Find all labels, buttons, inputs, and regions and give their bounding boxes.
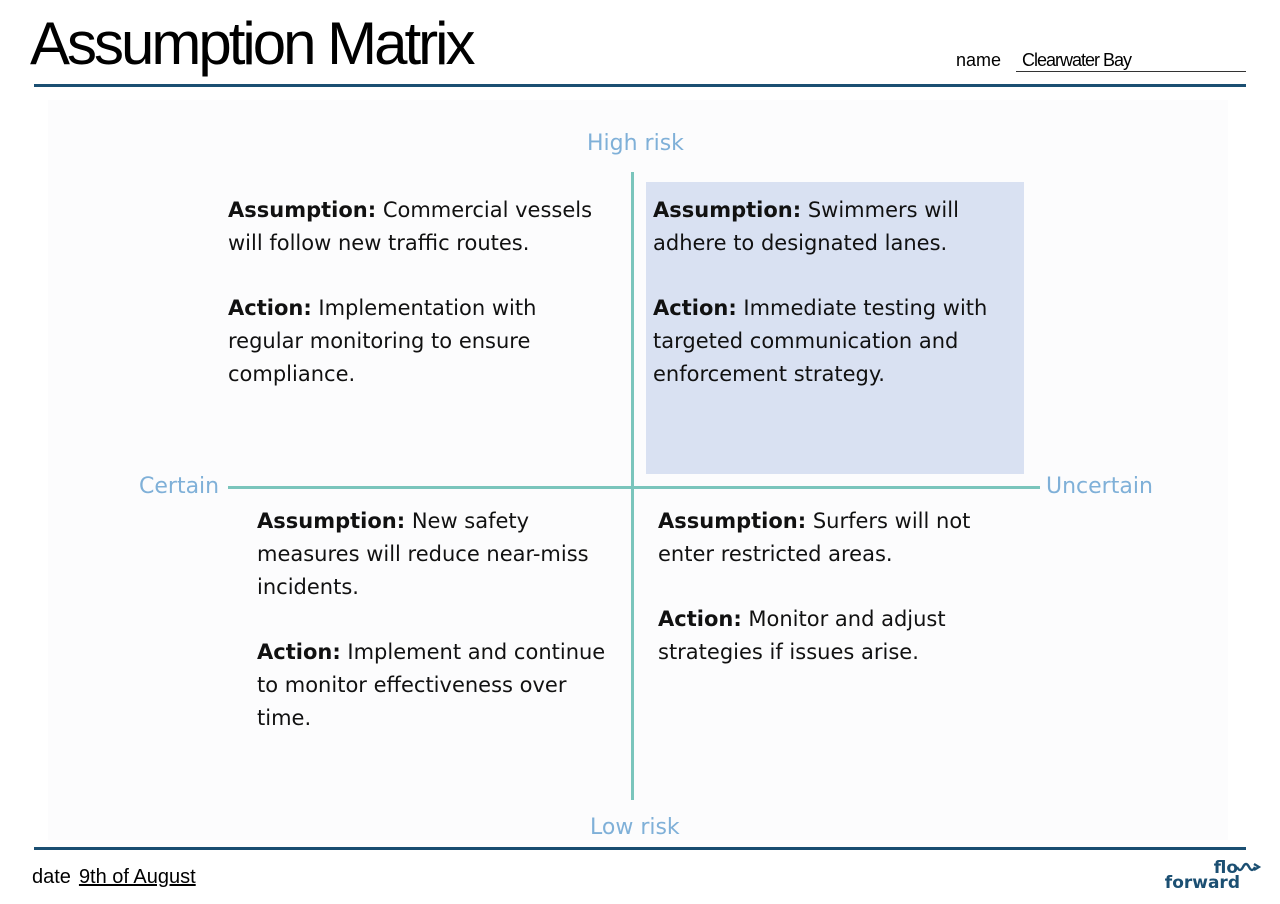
assumption-label: Assumption: xyxy=(257,509,406,533)
assumption-label: Assumption: xyxy=(653,198,802,222)
action-body: Monitor and adjust strategies if issues arise. xyxy=(658,607,946,664)
axis-label-high-risk: High risk xyxy=(587,131,684,156)
action-text xyxy=(653,292,1018,391)
top-divider xyxy=(34,84,1246,87)
assumption-text xyxy=(257,505,622,604)
flowforward-logo xyxy=(1164,858,1262,896)
quadrant-bottom-right xyxy=(658,505,1018,669)
action-body: Immediate testing with targeted communication and enforcement strategy. xyxy=(653,296,988,386)
action-label: Action: xyxy=(228,296,312,320)
date-value[interactable]: 9th of August xyxy=(78,866,196,888)
date-label: date xyxy=(32,866,71,888)
assumption-body: Swimmers will adhere to designated lanes. xyxy=(653,198,959,255)
action-text xyxy=(257,636,622,735)
page-title: Assumption Matrix xyxy=(30,10,473,77)
action-label: Action: xyxy=(257,640,341,664)
logo-text-bottom: forward xyxy=(1164,873,1240,893)
name-field xyxy=(956,50,1246,74)
assumption-text xyxy=(653,194,1018,260)
quadrant-top-left xyxy=(228,194,598,391)
name-value[interactable]: Clearwater Bay xyxy=(1022,50,1132,70)
horizontal-axis xyxy=(228,486,1040,489)
name-label: name xyxy=(956,50,1002,70)
axis-label-uncertain: Uncertain xyxy=(1046,474,1153,499)
action-body: Implementation with regular monitoring to ensure compliance. xyxy=(228,296,537,386)
axis-label-low-risk: Low risk xyxy=(590,815,680,840)
action-label: Action: xyxy=(658,607,742,631)
bottom-divider xyxy=(34,847,1246,850)
assumption-body: New safety measures will reduce near-miss incidents. xyxy=(257,509,589,599)
action-text xyxy=(658,603,1018,669)
assumption-label: Assumption: xyxy=(658,509,807,533)
axis-label-certain: Certain xyxy=(139,474,220,499)
assumption-label: Assumption: xyxy=(228,198,377,222)
name-underline xyxy=(1016,71,1246,72)
action-text xyxy=(228,292,598,391)
date-field xyxy=(32,866,196,889)
action-body: Implement and continue to monitor effectiveness over time. xyxy=(257,640,606,730)
action-label: Action: xyxy=(653,296,737,320)
quadrant-bottom-left xyxy=(257,505,622,735)
logo-text-top: flo xyxy=(1213,858,1238,878)
assumption-body: Surfers will not enter restricted areas. xyxy=(658,509,971,566)
assumption-body: Commercial vessels will follow new traffic routes. xyxy=(228,198,593,255)
quadrant-top-right xyxy=(653,194,1018,391)
assumption-text xyxy=(658,505,1018,571)
matrix-panel xyxy=(48,100,1228,840)
assumption-text xyxy=(228,194,598,260)
